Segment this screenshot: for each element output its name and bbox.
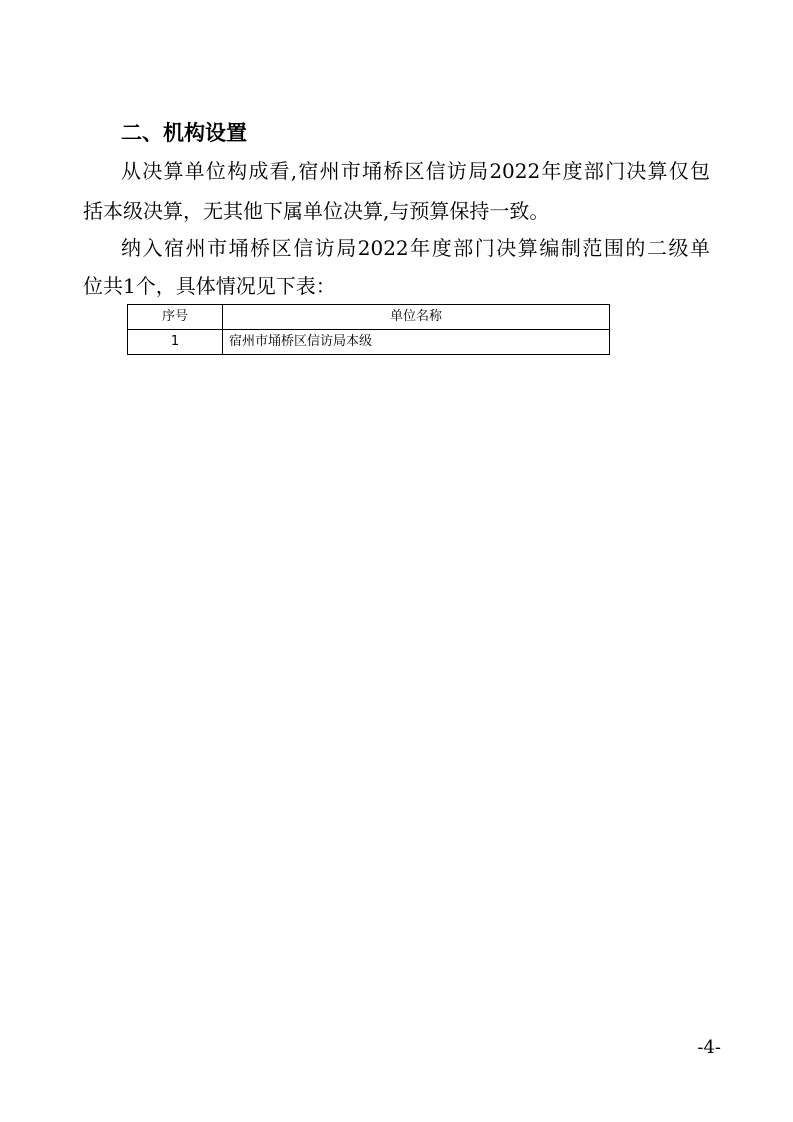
paragraph-2-line-1: 纳入宿州市埇桥区信访局2022年度部门决算编制范围的二级单 xyxy=(121,236,710,260)
page-number: -4- xyxy=(697,1037,721,1058)
table-row xyxy=(128,330,610,355)
table-header-row xyxy=(128,305,610,330)
cell-unit-name: 宿州市埇桥区信访局本级 xyxy=(223,330,610,355)
header-index: 序号 xyxy=(128,305,223,330)
paragraph-1-line-2: 括本级决算，无其他下属单位决算,与预算保持一致。 xyxy=(83,199,550,223)
paragraph-1-line-1: 从决算单位构成看,宿州市埇桥区信访局2022年度部门决算仅包 xyxy=(121,159,710,183)
cell-index: 1 xyxy=(128,330,223,355)
section-heading: 二、机构设置 xyxy=(121,121,247,145)
unit-table xyxy=(127,304,610,355)
header-unit-name: 单位名称 xyxy=(223,305,610,330)
paragraph-2-line-2: 位共1个，具体情况见下表： xyxy=(83,274,336,298)
